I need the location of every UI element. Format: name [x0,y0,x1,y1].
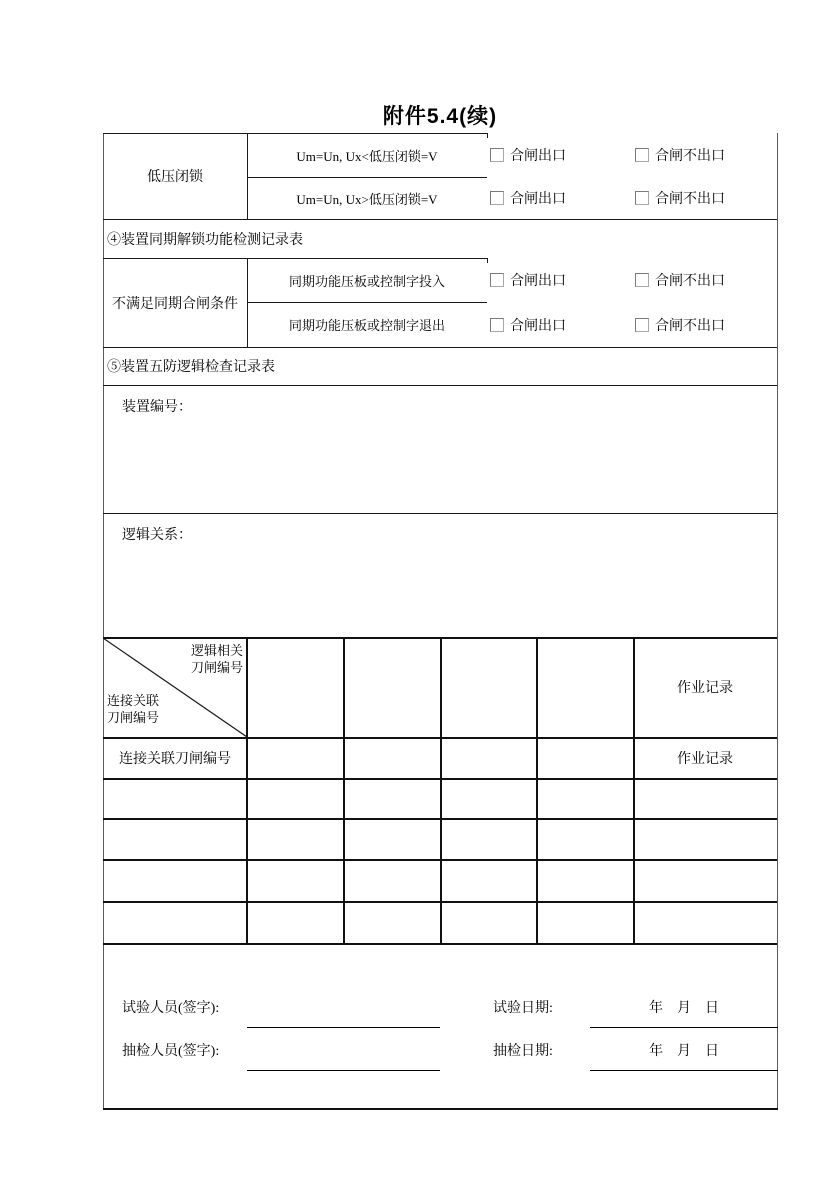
sample-date-label: 抽检日期: [493,1044,553,1059]
checkbox-close-no-exit[interactable] [635,148,649,162]
grid-line [440,637,442,943]
checkbox-close-no-exit[interactable] [635,318,649,332]
grid-line [103,513,777,514]
checkbox-close-no-exit[interactable] [635,191,649,205]
diagonal-header-top: 逻辑相关 刀闸编号 [190,643,243,675]
checkbox-label: 合闸不出口 [655,149,725,164]
checkbox-label: 合闸不出口 [655,192,725,207]
checkbox-label: 合闸出口 [510,192,566,207]
tester-signature-label: 试验人员(签字): [122,1001,220,1016]
checkbox-label: 合闸不出口 [655,318,725,334]
checkbox-close-no-exit[interactable] [635,273,649,287]
section4-header: ④装置同期解锁功能检测记录表 [107,232,303,248]
device-number-label: 装置编号： [122,400,192,415]
sample-date-field[interactable] [590,1070,778,1071]
work-record-header: 作业记录 [677,681,733,696]
grid-line [487,133,488,138]
test-date-field[interactable] [590,1027,778,1028]
checkbox-label: 合闸不出口 [655,274,725,289]
checkbox-close-exit[interactable] [490,191,504,205]
test-date-label: 试验日期: [493,1001,553,1016]
checkbox-label: 合闸出口 [510,149,566,164]
condition-text: 同期功能压板或控制字退出 [288,318,445,333]
grid-line [487,258,488,263]
grid-line [343,637,345,943]
checkbox-label: 合闸出口 [510,318,566,334]
test-date-value: 年 月 日 [649,1001,719,1016]
checkbox-close-exit[interactable] [490,148,504,162]
sampler-signature-label: 抽检人员(签字): [122,1044,220,1059]
grid-line [103,385,777,386]
page-title: 附件5.4(续) [382,105,498,128]
logic-relation-label: 逻辑关系： [122,528,192,543]
checkbox-close-exit[interactable] [490,273,504,287]
checkbox-close-exit[interactable] [490,318,504,332]
grid-line [103,943,777,945]
diagonal-header-bottom: 连接关联 刀闸编号 [107,693,160,725]
condition-text: Um=Un, Ux>低压闭锁=V [296,191,438,207]
work-record-cell: 作业记录 [677,751,733,767]
tester-signature-field[interactable] [247,1027,440,1028]
checkbox-label: 合闸出口 [510,274,566,289]
table-bottom-border [103,1108,778,1110]
condition-text: 同期功能压板或控制字投入 [288,273,445,289]
table-right-border [777,133,778,1110]
section5-header: ⑤装置五防逻辑检查记录表 [107,360,275,375]
sampler-signature-field[interactable] [247,1070,440,1071]
grid-line [536,637,538,943]
condition-text: Um=Un, Ux<低压闭锁=V [296,148,438,164]
sync-condition-label: 不满足同期合闸条件 [112,296,238,312]
matrix-row-label: 连接关联刀闸编号 [119,751,231,767]
sample-date-value: 年 月 日 [649,1044,719,1059]
low-voltage-label: 低压闭锁 [147,170,203,185]
